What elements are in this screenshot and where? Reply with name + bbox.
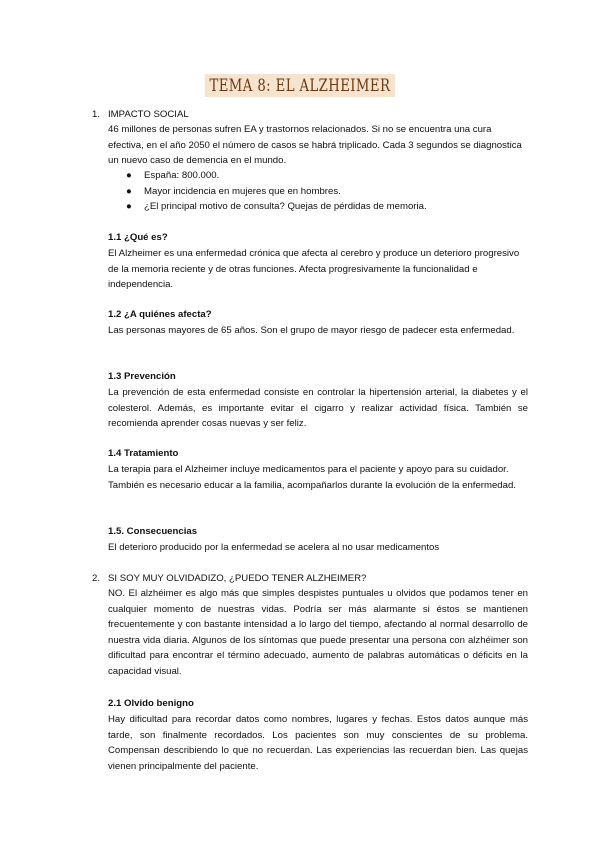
bullet-icon: ● (126, 201, 132, 212)
subsection-1-4-text: La terapia para el Alzheimer incluye medicamentos para el paciente y apoyo para su cuidador. También es necesario educar a la familia, acompañarlos durante la evolución de la enfermedad. (108, 464, 516, 491)
section-2-heading: SI SOY MUY OLVIDADIZO, ¿PUEDO TENER ALZHEIMER? (108, 573, 367, 584)
subsection-2-1-heading: 2.1 Olvido benigno (108, 698, 194, 709)
subsection-1-2-text: Las personas mayores de 65 años. Son el grupo de mayor riesgo de padecer esta enfermedad. (108, 325, 515, 336)
subsection-1-2-heading: 1.2 ¿A quiénes afecta? (108, 309, 212, 320)
section-1-bullet-list (108, 168, 528, 215)
subsection-1-5-heading: 1.5. Consecuencias (108, 526, 198, 537)
section-1-heading: IMPACTO SOCIAL (108, 109, 189, 120)
bullet-icon: ● (126, 170, 132, 181)
title-container (0, 74, 600, 97)
subsection-1-1-text: El Alzheimer es una enfermedad crónica que afecta al cerebro y produce un deterioro progresivo de la memoria reciente y de otras funciones. Afecta progresivamente la funcionalidad e independencia. (108, 248, 520, 290)
subsection-1-1-heading: 1.1 ¿Qué es? (108, 232, 168, 243)
subsection-1-5-text: El deterioro producido por la enfermedad se acelera al no usar medicamentos (108, 542, 440, 553)
subsection-1-3-text: La prevención de esta enfermedad consiste en controlar la hipertensión arterial, la diabetes y el colesterol. Además, es importante evitar el cigarro y realizar actividad física. También se recomienda aprender cosas nuevas y ser feliz. (108, 387, 528, 429)
bullet-icon: ● (126, 185, 132, 197)
subsection-2-1-text: Hay dificultad para recordar datos como nombres, lugares y fechas. Estos datos aunque más tarde, son finalmente recordados. Los pacientes son muy conscientes de su problema. Compensan describiendo lo que no recuerdan. Las experiencias las recuerdan bien. Las quejas vienen principalmente del paciente. (108, 714, 528, 772)
page-title: TEMA 8: EL ALZHEIMER (205, 74, 395, 97)
bullet-item (108, 199, 528, 215)
section-2-intro: NO. El alzhéimer es algo más que simples despistes puntuales u olvidos que podamos tener en cualquier momento de nuestras vidas. Podría ser más alarmante si éstos se mantienen frecuentemente y con bastante intensidad a lo largo del tiempo, afectando al normal desarrollo de nuestra vida diaria. Algunos de los síntomas que puede presentar una persona con alzhéimer son dificultad para encontrar el término adecuado, aumento de palabras automáticas o déficits en la capacidad visual. (108, 588, 528, 677)
subsection-1-3-heading: 1.3 Prevención (108, 371, 176, 382)
section-1-number: 1. (92, 109, 101, 120)
bullet-item (108, 168, 528, 184)
section-1-intro: 46 millones de personas sufren EA y trastornos relacionados. Si no se encuentra una cura efectiva, en el año 2050 el número de casos se habrá triplicado. Cada 3 segundos se diagnostica un nuevo caso de demencia en el mundo. (108, 124, 522, 166)
section-2-number: 2. (92, 573, 101, 584)
bullet-item (108, 184, 528, 200)
bullet-text: Mayor incidencia en mujeres que en hombres. (144, 185, 341, 197)
subsection-1-4-heading: 1.4 Tratamiento (108, 448, 179, 459)
bullet-text: ¿El principal motivo de consulta? Quejas de pérdidas de memoria. (144, 201, 427, 212)
bullet-text: España: 800.000. (144, 170, 220, 181)
